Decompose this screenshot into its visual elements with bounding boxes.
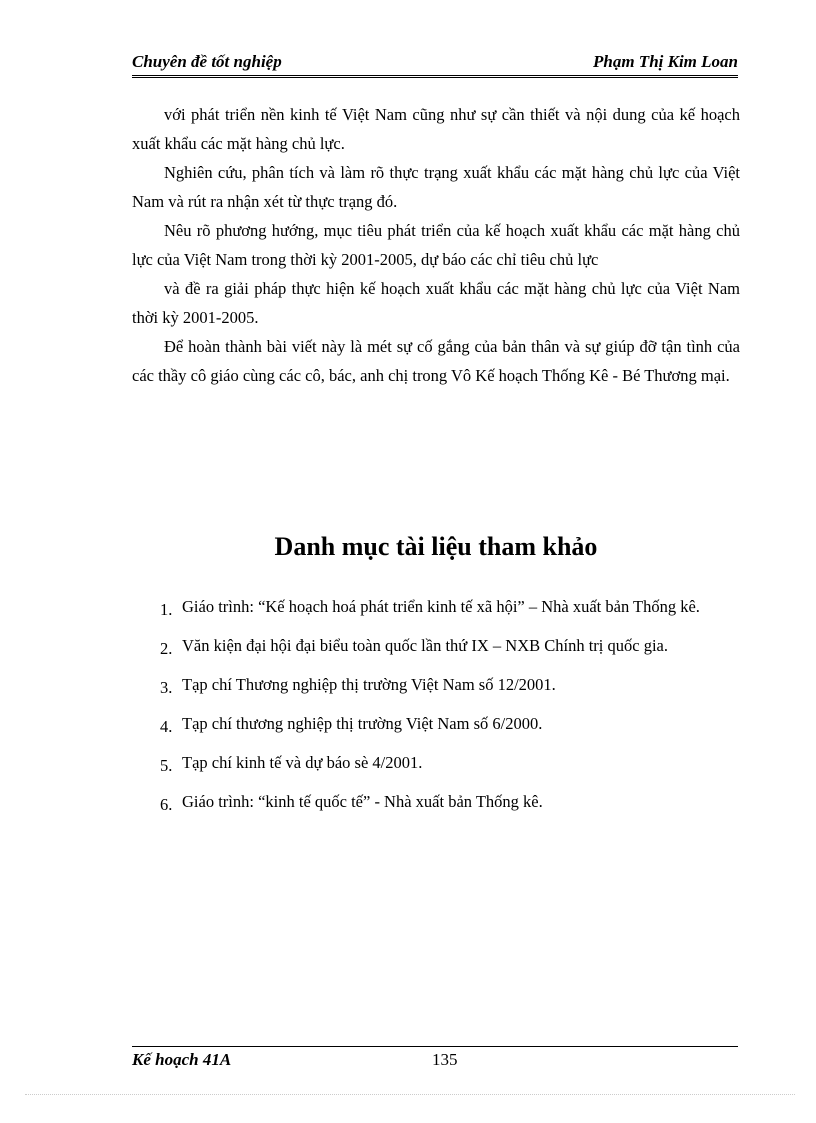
paragraph-3b: và đề ra giải pháp thực hiện kế hoạch xuất khẩu các mặt hàng chủ lực của Việt Nam thời kỳ 2001-2005. <box>132 279 740 327</box>
paragraph-3a: Nêu rõ phương hướng, mục tiêu phát triển của kế hoạch xuất khẩu các mặt hàng chủ lực của Việt Nam trong thời kỳ 2001-2005, dự báo các chỉ tiêu chủ lực <box>132 221 740 269</box>
page-bottom-divider <box>25 1094 795 1095</box>
reference-number: 4. <box>160 717 173 736</box>
reference-number: 5. <box>160 756 173 775</box>
reference-item <box>160 709 742 742</box>
reference-item <box>160 670 742 703</box>
reference-text: Giáo trình: “Kế hoạch hoá phát triển kinh tế xã hội” – Nhà xuất bản Thống kê. <box>182 597 700 616</box>
reference-text: Tạp chí thương nghiệp thị trường Việt Nam số 6/2000. <box>182 714 543 733</box>
reference-text: Văn kiện đại hội đại biểu toàn quốc lần thứ IX – NXB Chính trị quốc gia. <box>182 636 668 655</box>
page-header <box>132 52 738 78</box>
reference-text: Giáo trình: “kinh tế quốc tế” - Nhà xuất bản Thống kê. <box>182 792 543 811</box>
reference-item <box>160 787 742 820</box>
paragraph-1: với phát triển nền kinh tế Việt Nam cũng như sự cần thiết và nội dung của kế hoạch xuất khẩu các mặt hàng chủ lực. <box>132 105 740 153</box>
page-number: 135 <box>432 1050 458 1069</box>
references-title: Danh mục tài liệu tham khảo <box>274 532 598 561</box>
paragraph-2: Nghiên cứu, phân tích và làm rõ thực trạng xuất khẩu các mặt hàng chủ lực của Việt Nam và rút ra nhận xét từ thực trạng đó. <box>132 163 740 211</box>
reference-item <box>160 748 742 781</box>
reference-item <box>160 592 742 625</box>
references-list <box>160 592 742 826</box>
reference-item <box>160 631 742 664</box>
paragraph-4: Để hoàn thành bài viết này là mét sự cố gắng của bản thân và sự giúp đỡ tận tình của các thầy cô giáo cùng các cô, bác, anh chị trong Vô Kế hoạch Thống Kê - Bé Thương mại. <box>132 337 740 385</box>
reference-number: 6. <box>160 795 173 814</box>
reference-number: 2. <box>160 639 173 658</box>
reference-text: Tạp chí Thương nghiệp thị trường Việt Nam số 12/2001. <box>182 675 556 694</box>
reference-text: Tạp chí kinh tế và dự báo sè 4/2001. <box>182 753 423 772</box>
reference-number: 1. <box>160 600 173 619</box>
page-footer <box>132 1046 738 1070</box>
header-document-type: Chuyên đề tốt nghiệp <box>132 52 282 71</box>
footer-class-label: Kế hoạch 41A <box>132 1050 232 1069</box>
header-author: Phạm Thị Kim Loan <box>593 52 738 71</box>
body-text <box>132 100 740 390</box>
reference-number: 3. <box>160 678 173 697</box>
